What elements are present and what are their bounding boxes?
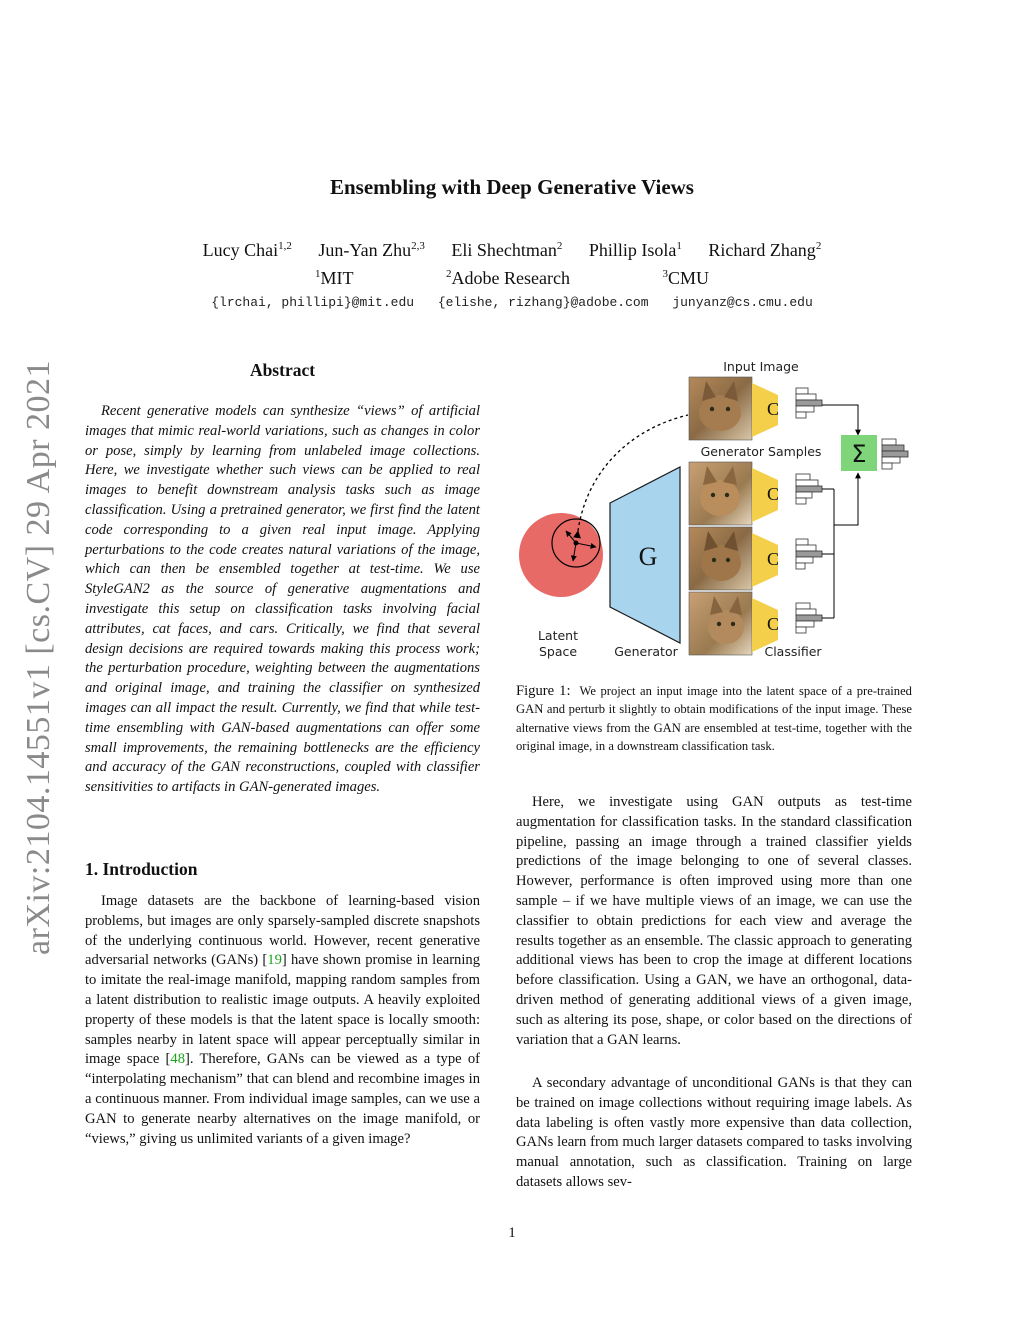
citation-link[interactable]: 48 (170, 1051, 186, 1068)
citation-link[interactable]: 19 (267, 952, 282, 969)
paper-title: Ensembling with Deep Generative Views (330, 175, 694, 199)
sum-symbol: Σ (851, 440, 867, 468)
affiliation-list (0, 268, 1024, 289)
email[interactable]: {elishe, rizhang}@adobe.com (437, 295, 649, 310)
author-list (0, 240, 1024, 261)
input-image-label: Input Image (723, 359, 799, 374)
page-number: 1 (508, 1225, 516, 1241)
figure-1 (516, 355, 916, 665)
intro-paragraph: Image datasets are the backbone of learning-based vision problems, but images are only sparsely-sampled discrete snapshots of the underlying continuous world. However, recent generative adversarial networks (GANs) [19] have shown promise in learning to imitate the real-image manifold, mapping random samples from a latent distribution to realistic image outputs. A heavily exploited property of these models is that the latent space is locally smooth: samples nearby in latent space will appear perceptually similar in image space [48]. Therefore, GANs can be viewed as a type of “interpolating mechanism” that can blend and recombine images in a continuous manner. From individual image samples, can we use a GAN to generate nearby alternatives on the image manifold, or “views,” giving us unlimited variants of a given image? (85, 893, 480, 1147)
generator-samples-label: Generator Samples (700, 444, 822, 459)
author: Richard Zhang$^2$ (708, 240, 822, 260)
abstract-body: Recent generative models can synthesize “views” of artificial images that mimic real-world variations, such as changes in color or pose, simply by learning from unlabeled image collections. Here, we investigate whether such views can be applied to real images to benefit downstream analysis tasks such as image classification. Using a pretrained generator, we first find the latent code corresponding to a given real input image. Applying perturbations to the code creates natural variations of the image, which can then be ensembled together at test-time. We use StyleGAN2 as the source of generative augmentations and investigate this setup on classification tasks involving facial attributes, cat faces, and cars. Critically, we find that several design decisions are required towards making this process work; the perturbation procedure, weighting between the augmentations and original image, and training the classifier on synthesized images can all impact the result. Currently, we find that while test-time ensembling with GAN-based augmentations can offer some small improvements, the remaining bottlenecks are the efficiency and accuracy of the GAN reconstructions, coupled with classifier sensitivities to artifacts in GAN-generated images. (85, 403, 480, 796)
input-cat-row (689, 377, 858, 440)
sample-cat-row (689, 462, 822, 525)
affiliation: $^1$MIT (315, 268, 354, 288)
email[interactable]: {lrchai, phillipi}@mit.edu (211, 295, 415, 310)
arxiv-identifier: arXiv:2104.14551v1 [cs.CV] 29 Apr 2021 (20, 359, 57, 955)
body-paragraph: Here, we investigate using GAN outputs as test-time augmentation for classification tasks. In the standard classification pipeline, passing an image through a trained classifier yields predictions of the image belonging to one of several classes. However, performance is often improved using more than one sample – if we have multiple views of an image, we can use the classifier to obtain predictions for each view and average the results together as an ensemble. The classic approach to generating additional views has been to crop the image at different locations before classification. Using a GAN, we have an orthogonal, data-driven method of generating additional views of a given image, such as altering its pose, shape, or color based on the directions of variation that a GAN learns. (516, 794, 912, 1048)
author: Phillip Isola$^1$ (588, 240, 682, 260)
classifier-symbol: C (766, 614, 780, 634)
section-heading: 1. Introduction (85, 859, 198, 879)
latent-space-circle (519, 513, 603, 597)
classifier-symbol: C (766, 549, 780, 569)
latent-label: Space (538, 644, 578, 659)
figure-caption: Figure 1: We project an input image into the latent space of a pre-trained GAN and perturb it slightly to obtain modifications of the input image. These alternative views from the GAN are ensembled at test-time, together with the original image, in a downstream classification task. (516, 683, 912, 754)
generator-symbol: G (638, 542, 658, 571)
latent-label: Latent (537, 628, 579, 643)
body-paragraph: A secondary advantage of unconditional GANs is that they can be trained on image collections without requiring image labels. As data labeling is often vastly more expensive than data collection, GANs learn from much larger datasets compared to tasks involving manual annotation, such as classification. Training on large datasets allows sev- (516, 1075, 912, 1190)
sample-cat-row (689, 527, 822, 590)
affiliation: $^3$CMU (662, 268, 709, 288)
pipeline-diagram (516, 355, 916, 665)
classifier-symbol: C (766, 399, 780, 419)
email[interactable]: junyanz@cs.cmu.edu (672, 295, 813, 310)
author: Jun-Yan Zhu$^{2,3}$ (318, 240, 425, 260)
author: Eli Shechtman$^2$ (451, 240, 563, 260)
author: Lucy Chai$^{1,2}$ (202, 240, 292, 260)
abstract-heading: Abstract (249, 360, 316, 380)
affiliation: $^2$Adobe Research (446, 268, 570, 288)
classifier-label: Classifier (764, 644, 822, 659)
email-list (0, 295, 1024, 310)
classifier-symbol: C (766, 484, 780, 504)
generator-label: Generator (614, 644, 678, 659)
